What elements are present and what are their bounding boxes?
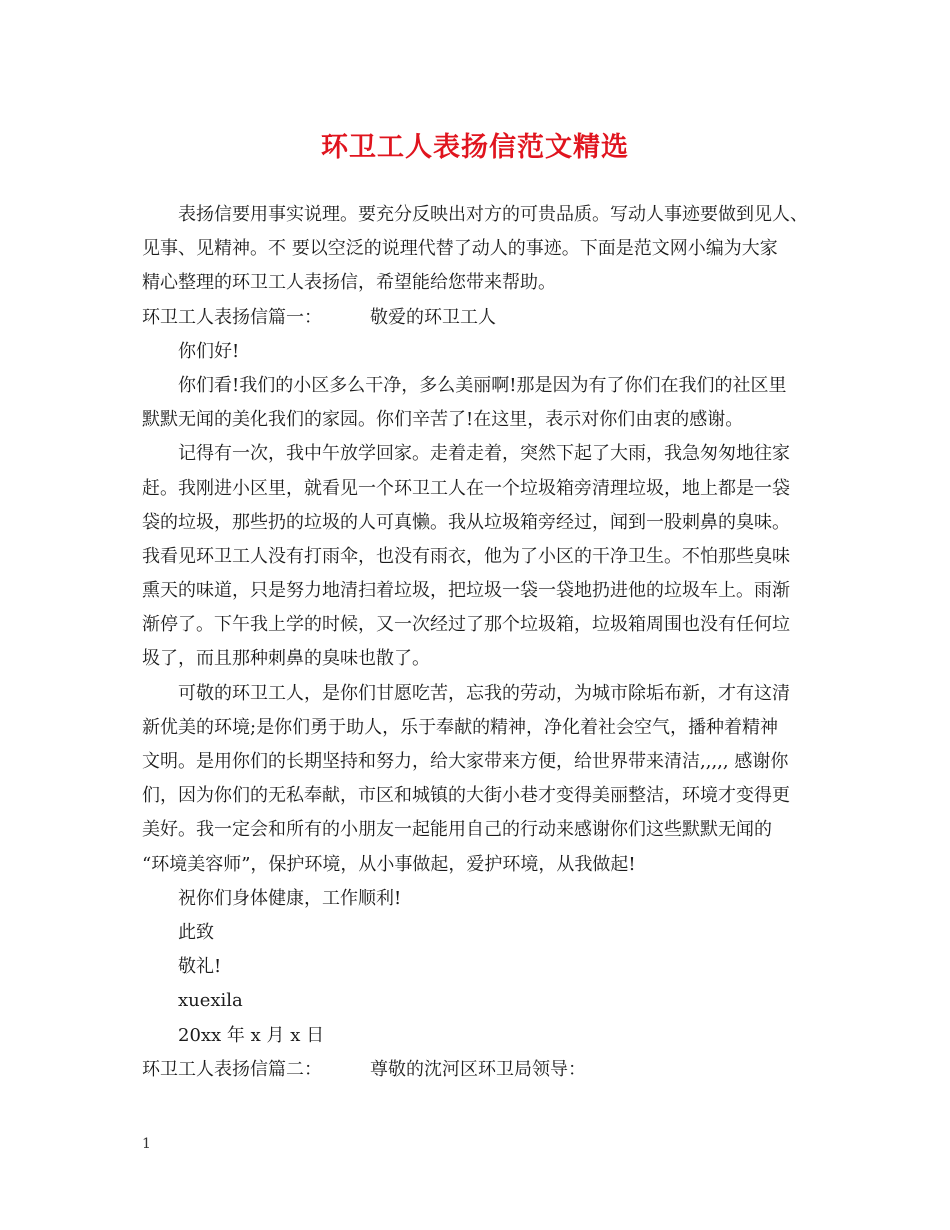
page-number: 1 [142,1136,151,1152]
paragraph-line: 记得有一次，我中午放学回家。走着走着，突然下起了大雨，我急匆匆地往家 [178,443,790,465]
paragraph-line: 新优美的环境;是你们勇于助人，乐于奉献的精神，净化着社会空气，播种着精神 [142,716,779,738]
document-body [142,198,820,1087]
paragraph-line: 我看见环卫工人没有打雨伞，也没有雨衣，他为了小区的干净卫生。不怕那些臭味 [142,545,790,567]
section-heading-1-label: 环卫工人表扬信篇一： [142,306,322,328]
paragraph-line: 圾了，而且那种刺鼻的臭味也散了。 [142,648,430,670]
section-heading-2-salutation: 尊敬的沈河区环卫局领导： [370,1058,586,1080]
paragraph-line: 表扬信要用事实说理。要充分反映出对方的可贵品质。写动人事迹要做到见人、 [178,204,808,225]
paragraph-line: “环境美容师”，保护环境，从小事做起，爱护环境，从我做起! [142,853,636,875]
paragraph-line: 精心整理的环卫工人表扬信，希望能给您带来帮助。 [142,272,556,294]
signature: xuexila [178,990,243,1012]
closing-wish: 祝你们身体健康，工作顺利! [178,887,402,909]
paragraph-line: 文明。是用你们的长期坚持和努力，给大家带来方便，给世界带来清洁,,,,, 感谢你 [142,751,789,772]
greeting-line: 你们好! [178,340,240,362]
paragraph-line: 们，因为你们的无私奉献，市区和城镇的大街小巷才变得美丽整洁，环境才变得更 [142,785,790,807]
paragraph-line: 熏天的味道，只是努力地清扫着垃圾，把垃圾一袋一袋地扔进他的垃圾车上。雨渐 [142,580,790,602]
paragraph-line: 袋的垃圾，那些扔的垃圾的人可真懒。我从垃圾箱旁经过，闻到一股刺鼻的臭味。 [142,511,790,533]
paragraph-line: 默默无闻的美化我们的家园。你们辛苦了!在这里，表示对你们由衷的感谢。 [142,409,744,431]
section-heading-1 [142,301,820,335]
document-title: 环卫工人表扬信范文精选 [321,132,629,163]
paragraph-line: 可敬的环卫工人，是你们甘愿吃苦，忘我的劳动，为城市除垢布新，才有这清 [178,682,790,704]
paragraph-line: 赶。我刚进小区里，就看见一个环卫工人在一个垃圾箱旁清理垃圾，地上都是一袋 [142,477,790,499]
closing-jingli: 敬礼! [178,956,222,978]
paragraph-line: 美好。我一定会和所有的小朋友一起能用自己的行动来感谢你们这些默默无闻的 [142,819,772,841]
section-heading-2 [142,1053,820,1087]
section-heading-2-label: 环卫工人表扬信篇二： [142,1058,322,1080]
paragraph-line: 你们看!我们的小区多么干净，多么美丽啊!那是因为有了你们在我们的社区里 [178,374,787,396]
paragraph-line: 渐停了。下午我上学的时候，又一次经过了那个垃圾箱，垃圾箱周围也没有任何垃 [142,614,790,636]
closing-cizhi: 此致 [178,921,214,943]
date-line: 20xx 年 x 月 x 日 [178,1024,325,1046]
section-heading-1-salutation: 敬爱的环卫工人 [370,306,496,328]
paragraph-line: 见事、见精神。不 要以空泛的说理代替了动人的事迹。下面是范文网小编为大家 [142,238,778,260]
